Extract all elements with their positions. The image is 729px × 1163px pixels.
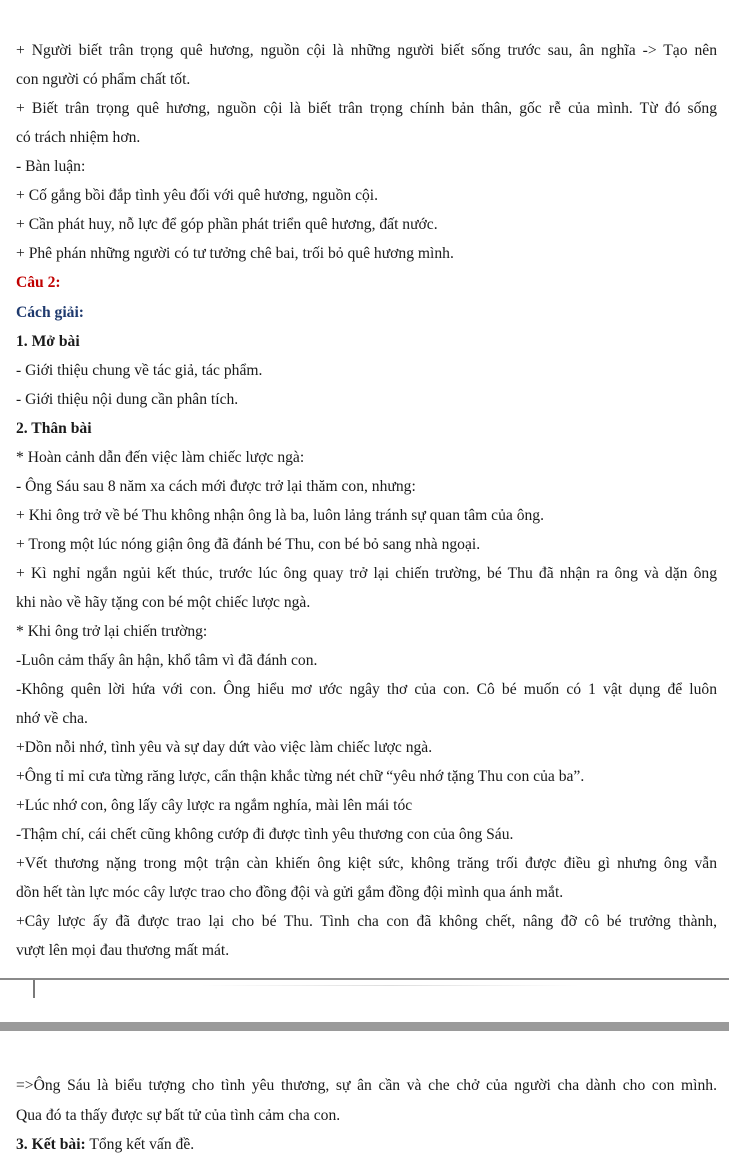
paragraph-line: Qua đó ta thấy được sự bất tử của tình cảm cha con. bbox=[16, 1107, 341, 1124]
paragraph-line: nhớ về cha. bbox=[16, 710, 88, 727]
paragraph-line: có trách nhiệm hơn. bbox=[16, 129, 141, 146]
divider-tick bbox=[33, 980, 35, 998]
solution-heading: Cách giải: bbox=[16, 304, 85, 321]
paragraph-line: + Người biết trân trọng quê hương, nguồn cội là những người biết sống trước sau, ân nghĩa -> Tạo nên bbox=[16, 42, 717, 59]
paragraph-line: =>Ông Sáu là biểu tượng cho tình yêu thương, sự ân cần và che chở của người cha dành cho con mình. bbox=[16, 1077, 717, 1094]
paragraph-line: + Khi ông trở về bé Thu không nhận ông là ba, luôn lảng tránh sự quan tâm của ông. bbox=[16, 507, 545, 524]
paragraph-line: dồn hết tàn lực móc cây lược trao cho đồng đội và gửi gắm đồng đội mình qua ánh mắt. bbox=[16, 884, 564, 901]
section-heading: 3. Kết bài: bbox=[16, 1136, 86, 1153]
paragraph-line: vượt lên mọi đau thương mất mát. bbox=[16, 942, 230, 959]
section-heading: 2. Thân bài bbox=[16, 420, 92, 437]
paragraph-text: Tổng kết vấn đề. bbox=[85, 1136, 195, 1153]
paragraph-line: +Dồn nỗi nhớ, tình yêu và sự day dứt vào việc làm chiếc lược ngà. bbox=[16, 739, 433, 756]
paragraph-line: +Vết thương nặng trong một trận càn khiến ông kiệt sức, không trăng trối được điều gì nhưng ông vẫn bbox=[16, 855, 717, 872]
paragraph-line: +Lúc nhớ con, ông lấy cây lược ra ngắm nghía, mài lên mái tóc bbox=[16, 797, 413, 814]
paragraph-line: +Cây lược ấy đã được trao lại cho bé Thu. Tình cha con đã không chết, nâng đỡ cô bé trưởng thành, bbox=[16, 913, 717, 930]
conclusion-line bbox=[16, 1135, 717, 1155]
section-heading: 1. Mở bài bbox=[16, 333, 80, 350]
paragraph-line: +Ông tỉ mỉ cưa từng răng lược, cẩn thận khắc từng nét chữ “yêu nhớ tặng Thu con của ba”. bbox=[16, 768, 585, 785]
faint-divider bbox=[200, 985, 580, 986]
paragraph-line: + Phê phán những người có tư tưởng chê bai, trối bỏ quê hương mình. bbox=[16, 245, 454, 262]
paragraph-line: + Biết trân trọng quê hương, nguồn cội là biết trân trọng chính bản thân, gốc rễ của mình. Từ đó sống bbox=[16, 100, 717, 117]
paragraph-line: - Bàn luận: bbox=[16, 158, 86, 175]
paragraph-line: -Thậm chí, cái chết cũng không cướp đi được tình yêu thương con của ông Sáu. bbox=[16, 826, 514, 843]
paragraph-line: + Kì nghỉ ngắn ngủi kết thúc, trước lúc ông quay trở lại chiến trường, bé Thu đã nhận ra ông và dặn ông bbox=[16, 565, 717, 582]
paragraph-line: khi nào về hãy tặng con bé một chiếc lược ngà. bbox=[16, 594, 311, 611]
paragraph-line: con người có phẩm chất tốt. bbox=[16, 71, 191, 88]
paragraph-line: + Trong một lúc nóng giận ông đã đánh bé Thu, con bé bỏ sang nhà ngoại. bbox=[16, 536, 481, 553]
page-divider bbox=[0, 978, 729, 980]
paragraph-line: - Ông Sáu sau 8 năm xa cách mới được trở lại thăm con, nhưng: bbox=[16, 478, 416, 495]
paragraph-line: - Giới thiệu nội dung cần phân tích. bbox=[16, 391, 239, 408]
paragraph-line: * Hoàn cảnh dẫn đến việc làm chiếc lược ngà: bbox=[16, 449, 305, 466]
paragraph-line: -Không quên lời hứa với con. Ông hiểu mơ ước ngây thơ của con. Cô bé muốn có 1 vật dụng để luôn bbox=[16, 681, 717, 698]
page-break-bar bbox=[0, 1022, 729, 1031]
paragraph-line: -Luôn cảm thấy ân hận, khổ tâm vì đã đánh con. bbox=[16, 652, 318, 669]
paragraph-line: + Cố gắng bồi đắp tình yêu đối với quê hương, nguồn cội. bbox=[16, 187, 379, 204]
paragraph-line: + Cần phát huy, nỗ lực để góp phần phát triển quê hương, đất nước. bbox=[16, 216, 438, 233]
question-heading: Câu 2: bbox=[16, 274, 61, 291]
paragraph-line: * Khi ông trở lại chiến trường: bbox=[16, 623, 208, 640]
paragraph-line: - Giới thiệu chung về tác giả, tác phẩm. bbox=[16, 362, 263, 379]
